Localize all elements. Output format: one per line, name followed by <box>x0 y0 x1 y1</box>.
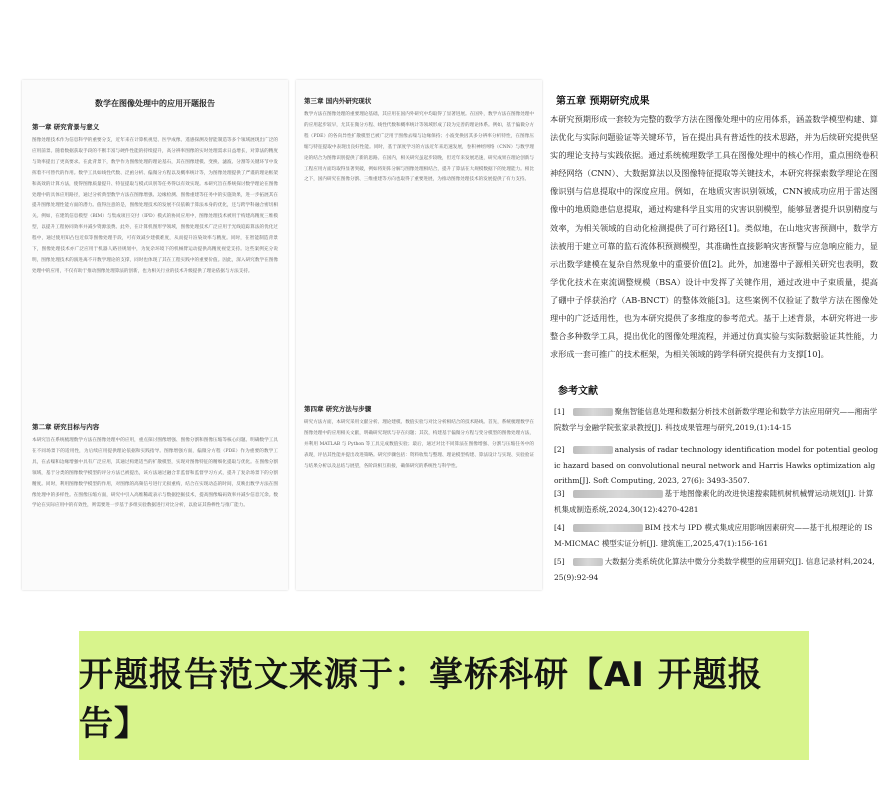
reference-item <box>554 520 878 552</box>
reference-text: 聚焦智能信息处理和数据分析技术创新数学理论和数学方法应用研究——湘南学院数学与金融学院张家录教授[J]. 科技成果管理与研究,2019,(1):14-15 <box>554 407 878 432</box>
chapter-4-body: 研究方法方面，本研究采用文献分析、理论建模、数值实验与对比分析相结合的技术路线。首先，系统梳理数学在图像处理中的应用相关文献，明确研究现状与存在问题；其次，构建基于偏微分方程与变分模型的图像处理方法，并利用 MATLAB 与 Python 等工具完成数值实验；最后，通过对比不同算法在图像增强、分割与压缩任务中的表现，评估其性能并提出改进策略。研究步骤包括：资料收集与整理、理论模型构建、算法设计与实现、实验验证与结果分析以及总结与展望，各阶段相互衔接，确保研究的系统性与科学性。 <box>304 420 534 469</box>
document-page-2 <box>296 80 542 590</box>
chapter-1-body: 图像处理技术作为信息科学的重要分支，近年来在计算机视觉、医学成像、遥感探测及智能制造等多个领域展现出广泛的应用前景。随着数据获取手段的不断丰富与硬件性能的持续提升，高分辨率图像的实时处理需求日益增长，对算法的精度与效率提出了更高要求。在此背景下，数学作为图像处理的理论基石，其在图像建模、变换、滤波、分割等关键环节中发挥着不可替代的作用。数学工具如线性代数、泛函分析、偏微分方程以及概率统计等，为图像处理提供了严谨的理论框架和高效的计算方法，使得图像质量提升、特征提取与模式识别等任务得以有效实现。本研究旨在系统探讨数学理论在图像处理中的具体应用路径，通过分析典型数学方法在图像增强、边缘检测、图像重建等任务中的实施效果，进一步拓展其在提升图像处理性能方面的潜力。值得注意的是，图像处理技术的发展不仅依赖于算法本身的优化，还与跨学科融合密切相关。例如，在建筑信息模型（BIM）与集成项目交付（IPD）模式的协同应用中，图像处理技术被用于构建高精度三维模型，以提升工程协同效率并减少资源浪费。此外，在计算机图形学领域，图像处理技术广泛应用于光线追踪算法的优化过程中，通过使用知凸包近似等图像处理手段，可有效减少建模难度，从而提升渲染效率与精度。同时，在智能制造背景下，图像处理技术亦广泛应用于机器人路径规划中，为复杂环境下的机械臂运动提供高精度视觉支持。这些案例充分说明，图像处理技术的演进离不开数学理论的支撑，同时也体现了其在工程实践中的重要价值。因此，深入研究数学在图像处理中的应用，不仅有助于推动图像处理算法的创新，也为相关行业的技术升级提供了理论依据与方法支持。 <box>32 138 278 274</box>
reference-text: analysis of radar technology identification model for potential geologic hazard based on convolutional neural network and Harris Hawks optimization algorithm[J]. Soft Computing, 2023, 27(6): 3493-3507. <box>554 445 878 485</box>
document-page-1 <box>22 80 288 590</box>
chapter-3-heading: 第三章 国内外研究现状 <box>304 97 372 105</box>
reference-item <box>554 404 878 436</box>
redacted-author <box>573 446 613 454</box>
reference-number: [1] <box>554 407 565 416</box>
reference-item <box>554 554 878 586</box>
page-title: 数学在图像处理中的应用开题报告 <box>95 98 215 108</box>
reference-text: 基于地图像素化的改进快速搜索随机树机械臂运动规划[J]. 计算机集成制造系统,2024,30(12):4270-4281 <box>554 489 874 514</box>
source-banner <box>79 631 809 760</box>
document-page-3 <box>548 82 878 592</box>
redacted-author <box>573 490 663 498</box>
reference-item <box>554 486 878 518</box>
redacted-author <box>573 524 643 532</box>
chapter-3-body: 数学方法在图像处理的重要理论基础，其应用在国内外研究中均取得了显著进展。在国外，数学方法在图像处理中的应用起步较早，尤其在微分方程、线性代数和概率统计等领域形成了较为完善的理论体系。例如，基于偏微分方程（PDE）的各向异性扩散模型已被广泛用于图像去噪与边缘保持；小波变换因其多分辨率分析特性，在图像压缩与特征提取中表现出良好性能。同时，基于深度学习的方法近年来迅速发展，卷积神经网络（CNN）与数学理论的结合为图像识别提供了新的思路。在国内，相关研究虽起步较晚，但近年来发展迅速，研究成果在理论创新与工程应用方面均取得显著突破，例如将矩阵分解与图像处理相结合，提升了算法在大规模数据下的处理能力。相比之下，国内研究在图像分割、三维重建等方向也取得了重要进展，为推动图像处理技术的发展提供了有力支持。 <box>304 112 534 183</box>
reference-number: [5] <box>554 557 565 566</box>
reference-text: 大数据分类系统优化算法中微分分类数学模型的应用研究[J]. 信息记录材料,2024,25(9):92-94 <box>554 557 875 582</box>
banner-text: 开题报告范文来源于：掌桥科研【AI 开题报告】 <box>79 654 763 744</box>
chapter-4-heading: 第四章 研究方法与步骤 <box>304 405 372 413</box>
redacted-author <box>573 408 613 416</box>
chapter-5-heading: 第五章 预期研究成果 <box>556 96 650 107</box>
chapter-5-body: 本研究预期形成一套较为完整的数学方法在图像处理中的应用体系，涵盖数学模型构建、算法优化与实际问题验证等关键环节，旨在提出具有普适性的技术思路，并为后续研究提供坚实的理论支持与实践依据。通过系统梳理数学工具在图像处理中的核心作用，重点围绕卷积神经网络（CNN）、大数据算法以及图像特征提取等关键技术，本研究将探索数学理论在图像识别与信息提取中的深度应用。例如，在地质灾害识别领域，CNN被成功应用于雷达图像中的地质隐患信息提取，通过构建科学且实用的灾害识别模型，能够显著提升识别精度与效率，为相关领域的自动化检测提供了可行路径[1]。类似地，在山地灾害预测中，数学方法被用于建立可靠的监石流体积预测模型，其准确性直接影响灾害预警与应急响应能力，显示出数学建模在复杂自然现象中的重要价值[2]。此外，加速器中子源相关研究也表明，数学优化技术在束流调整规模（BSA）设计中发挥了关键作用，通过改进中子束质量，提高了硼中子俘获治疗（AB-BNCT）的整体效能[3]。这些案例不仅验证了数学方法在图像处理中的广泛适用性，也为本研究提供了多维度的参考范式。基于上述背景，本研究将进一步整合多种数学工具，提出优化的图像处理流程，并通过仿真实验与实际数据验证其性能，力求形成一套可推广的技术框架，为相关领域的跨学科研究提供有力支撑[10]。 <box>550 114 878 360</box>
reference-item <box>554 442 878 490</box>
chapter-1-heading: 第一章 研究背景与意义 <box>32 123 100 131</box>
chapter-2-body: 本研究旨在系统梳理数学方法在图像处理中的应用，重点探讨图像增强、图像分割和图像压缩等核心问题。明确数学工具在不同场景下的适用性，为后续应用提供理论依据和实践指导。图像增强方面，偏微分方程（PDE）作为重要的数学工具，在去噪和边缘增强中具有广泛应用，其通过构建适当的扩散模型，实现对图像特征的精细化提取与优化。在图像分割领域，基于分类的图像数学模型的评分方法已被提出，该方法通过融合非监督和监督学习方式，提升了复杂场景下的分割精度。同时，利用图像数学模型的作用，对图像的高频信号进行无损重构，结合在实现动态的时间，反映出数学方法在图像处理中的多样性。在图像压缩方面，研究中引入高维稀疏表示与数据挖掘技术，提高图像编码效率并减少信息冗余。数学论在实际应用中的有效性，则需要进一步基于多组实验数据进行对比分析，以验证其鲁棒性与推广能力。 <box>32 438 278 509</box>
references-heading: 参考文献 <box>558 386 598 397</box>
reference-number: [3] <box>554 489 565 498</box>
redacted-author <box>573 558 603 566</box>
chapter-2-heading: 第二章 研究目标与内容 <box>32 423 100 431</box>
reference-text: BIM 技术与 IPD 模式集成应用影响因素研究——基于扎根理论的 ISM-MICMAC 模型实证分析[J]. 建筑施工,2025,47(1):156-161 <box>554 523 873 548</box>
reference-number: [2] <box>554 445 565 454</box>
reference-number: [4] <box>554 523 565 532</box>
